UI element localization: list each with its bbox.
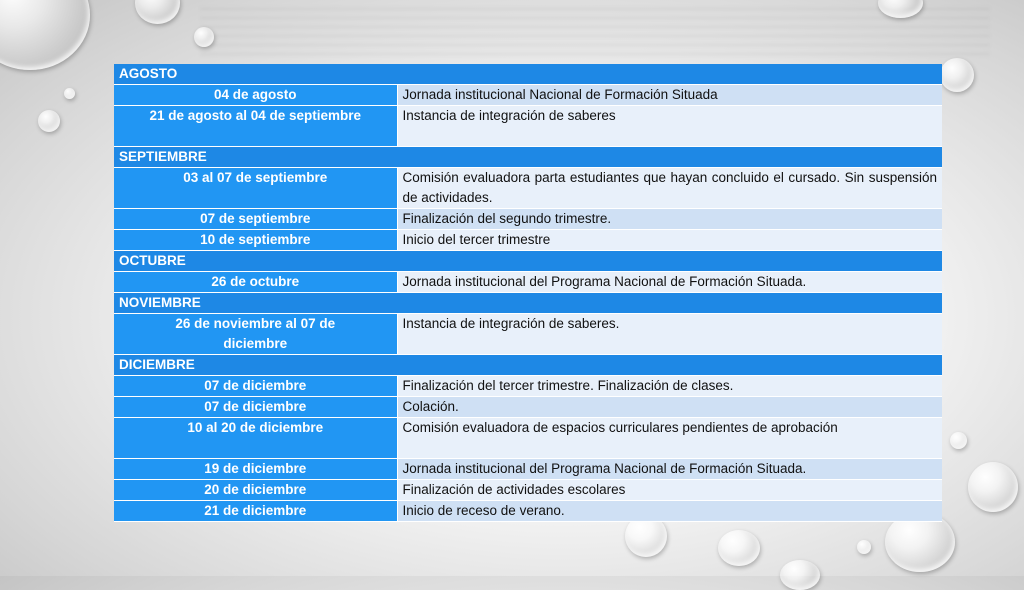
event-date: 21 de agosto al 04 de septiembre bbox=[114, 106, 397, 147]
water-drop-icon bbox=[780, 560, 820, 590]
event-date: 07 de septiembre bbox=[114, 209, 397, 230]
event-description: Jornada institucional del Programa Nacional de Formación Situada. bbox=[397, 272, 942, 293]
water-drop-icon bbox=[64, 88, 75, 99]
event-description: Inicio de receso de verano. bbox=[397, 501, 942, 522]
month-header-row bbox=[114, 251, 942, 272]
event-description: Jornada institucional Nacional de Formación Situada bbox=[397, 85, 942, 106]
event-description: Comisión evaluadora parta estudiantes que hayan concluido el cursado. Sin suspensión de actividades. bbox=[397, 168, 942, 209]
water-drop-icon bbox=[940, 58, 974, 92]
event-date: 10 de septiembre bbox=[114, 230, 397, 251]
event-date: 26 de octubre bbox=[114, 272, 397, 293]
month-label: DICIEMBRE bbox=[114, 355, 942, 376]
table-row bbox=[114, 168, 942, 209]
table-row bbox=[114, 106, 942, 147]
water-drop-icon bbox=[135, 0, 180, 24]
water-drop-icon bbox=[857, 540, 871, 554]
event-date: 20 de diciembre bbox=[114, 480, 397, 501]
event-date: 26 de noviembre al 07 de diciembre bbox=[114, 314, 397, 355]
event-description: Finalización del segundo trimestre. bbox=[397, 209, 942, 230]
event-date: 19 de diciembre bbox=[114, 459, 397, 480]
table-row bbox=[114, 272, 942, 293]
blurred-title-reflection bbox=[200, 6, 990, 56]
month-header-row bbox=[114, 293, 942, 314]
table-row bbox=[114, 459, 942, 480]
month-label: SEPTIEMBRE bbox=[114, 147, 942, 168]
water-drop-icon bbox=[38, 110, 60, 132]
table-row bbox=[114, 314, 942, 355]
table-row bbox=[114, 418, 942, 459]
water-drop-icon bbox=[950, 432, 967, 449]
table-row bbox=[114, 397, 942, 418]
event-description: Colación. bbox=[397, 397, 942, 418]
event-description: Comisión evaluadora de espacios curriculares pendientes de aprobación bbox=[397, 418, 942, 459]
table-row bbox=[114, 376, 942, 397]
month-header-row bbox=[114, 147, 942, 168]
table-row bbox=[114, 209, 942, 230]
water-drop-icon bbox=[0, 0, 90, 70]
event-date: 07 de diciembre bbox=[114, 397, 397, 418]
event-description: Finalización del tercer trimestre. Finalización de clases. bbox=[397, 376, 942, 397]
table-row bbox=[114, 480, 942, 501]
event-description: Instancia de integración de saberes bbox=[397, 106, 942, 147]
event-date: 10 al 20 de diciembre bbox=[114, 418, 397, 459]
event-date: 04 de agosto bbox=[114, 85, 397, 106]
water-drop-icon bbox=[968, 462, 1018, 512]
event-date: 21 de diciembre bbox=[114, 501, 397, 522]
event-description: Inicio del tercer trimestre bbox=[397, 230, 942, 251]
table-row bbox=[114, 230, 942, 251]
table-row bbox=[114, 85, 942, 106]
water-drop-icon bbox=[194, 27, 214, 47]
table-row bbox=[114, 501, 942, 522]
month-label: OCTUBRE bbox=[114, 251, 942, 272]
event-date: 03 al 07 de septiembre bbox=[114, 168, 397, 209]
water-drop-icon bbox=[718, 530, 760, 566]
month-label: NOVIEMBRE bbox=[114, 293, 942, 314]
month-header-row bbox=[114, 355, 942, 376]
month-header-row bbox=[114, 64, 942, 85]
event-description: Instancia de integración de saberes. bbox=[397, 314, 942, 355]
calendar-table bbox=[114, 64, 942, 522]
event-date: 07 de diciembre bbox=[114, 376, 397, 397]
event-description: Jornada institucional del Programa Nacional de Formación Situada. bbox=[397, 459, 942, 480]
month-label: AGOSTO bbox=[114, 64, 942, 85]
event-description: Finalización de actividades escolares bbox=[397, 480, 942, 501]
